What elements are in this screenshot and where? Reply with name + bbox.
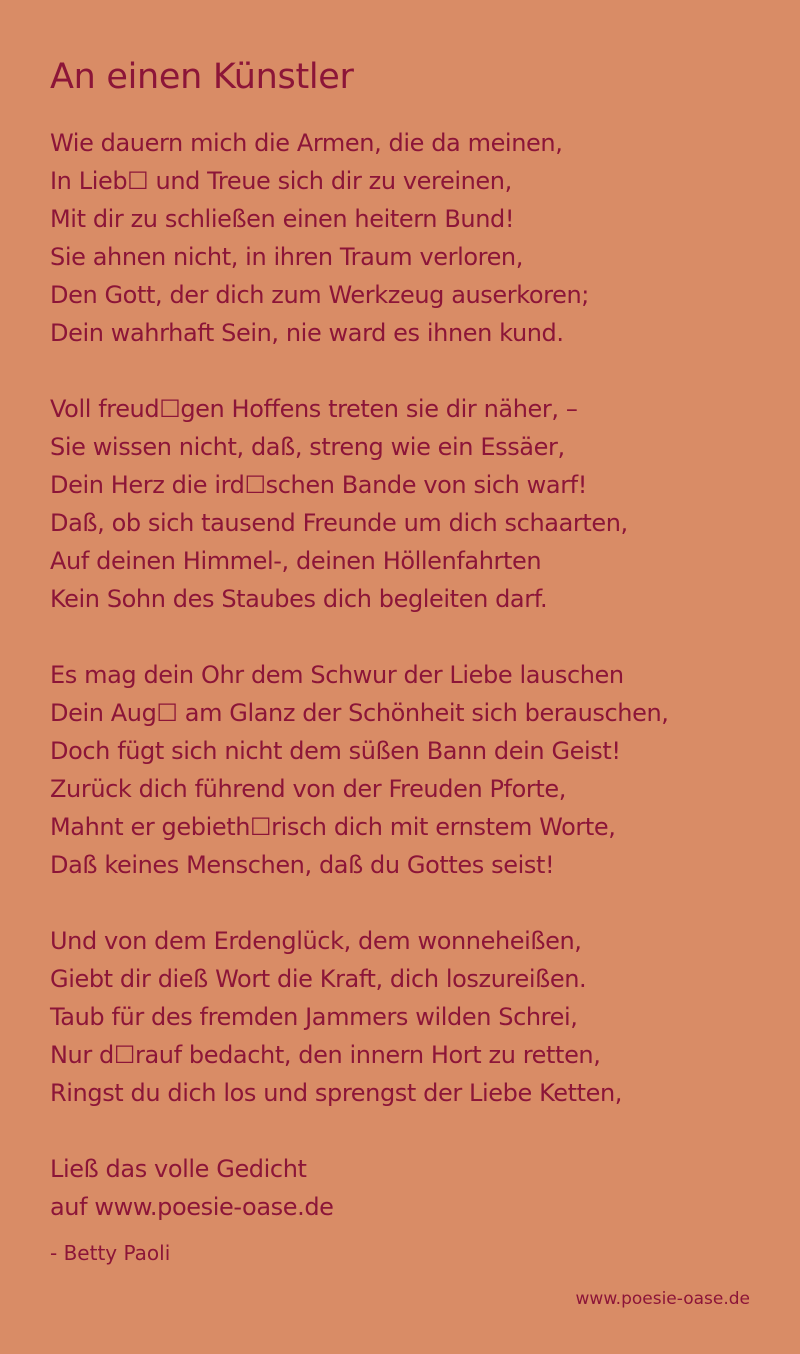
poem-title: An einen Künstler: [50, 57, 354, 97]
stanza-1: [50, 124, 669, 352]
poem-line: Voll freud☐gen Hoffens treten sie dir näher, –: [50, 395, 578, 423]
promo-line: Ließ das volle Gedicht: [50, 1155, 307, 1183]
poem-line: Dein wahrhaft Sein, nie ward es ihnen kund.: [50, 319, 564, 347]
poem-body: [50, 124, 669, 1150]
website-url: www.poesie-oase.de: [575, 1289, 750, 1309]
poem-line: Auf deinen Himmel-, deinen Höllenfahrten: [50, 547, 542, 575]
poem-line: Dein Aug☐ am Glanz der Schönheit sich berauschen,: [50, 699, 669, 727]
poem-line: Wie dauern mich die Armen, die da meinen,: [50, 129, 563, 157]
promo-line: auf www.poesie-oase.de: [50, 1193, 334, 1221]
poem-line: Sie wissen nicht, daß, streng wie ein Essäer,: [50, 433, 565, 461]
poem-line: Daß keines Menschen, daß du Gottes seist!: [50, 851, 555, 879]
poem-line: Mahnt er gebieth☐risch dich mit ernstem Worte,: [50, 813, 616, 841]
poem-line: Zurück dich führend von der Freuden Pforte,: [50, 775, 566, 803]
stanza-4: [50, 922, 669, 1112]
poem-author: - Betty Paoli: [50, 1241, 171, 1265]
stanza-3: [50, 656, 669, 884]
poem-line: Dein Herz die ird☐schen Bande von sich warf!: [50, 471, 587, 499]
poem-line: Ringst du dich los und sprengst der Liebe Ketten,: [50, 1079, 623, 1107]
poem-line: Taub für des fremden Jammers wilden Schrei,: [50, 1003, 578, 1031]
poem-line: Nur d☐rauf bedacht, den innern Hort zu retten,: [50, 1041, 601, 1069]
poem-line: Daß, ob sich tausend Freunde um dich schaarten,: [50, 509, 628, 537]
poem-line: In Lieb☐ und Treue sich dir zu vereinen,: [50, 167, 512, 195]
poem-line: Sie ahnen nicht, in ihren Traum verloren,: [50, 243, 523, 271]
poem-line: Es mag dein Ohr dem Schwur der Liebe lauschen: [50, 661, 624, 689]
poem-line: Kein Sohn des Staubes dich begleiten darf.: [50, 585, 548, 613]
poem-line: Mit dir zu schließen einen heitern Bund!: [50, 205, 515, 233]
stanza-2: [50, 390, 669, 618]
poem-line: Doch fügt sich nicht dem süßen Bann dein Geist!: [50, 737, 621, 765]
poem-line: Und von dem Erdenglück, dem wonneheißen,: [50, 927, 582, 955]
read-full-poem-note: [50, 1150, 334, 1226]
poem-line: Den Gott, der dich zum Werkzeug auserkoren;: [50, 281, 589, 309]
poem-line: Giebt dir dieß Wort die Kraft, dich loszureißen.: [50, 965, 587, 993]
